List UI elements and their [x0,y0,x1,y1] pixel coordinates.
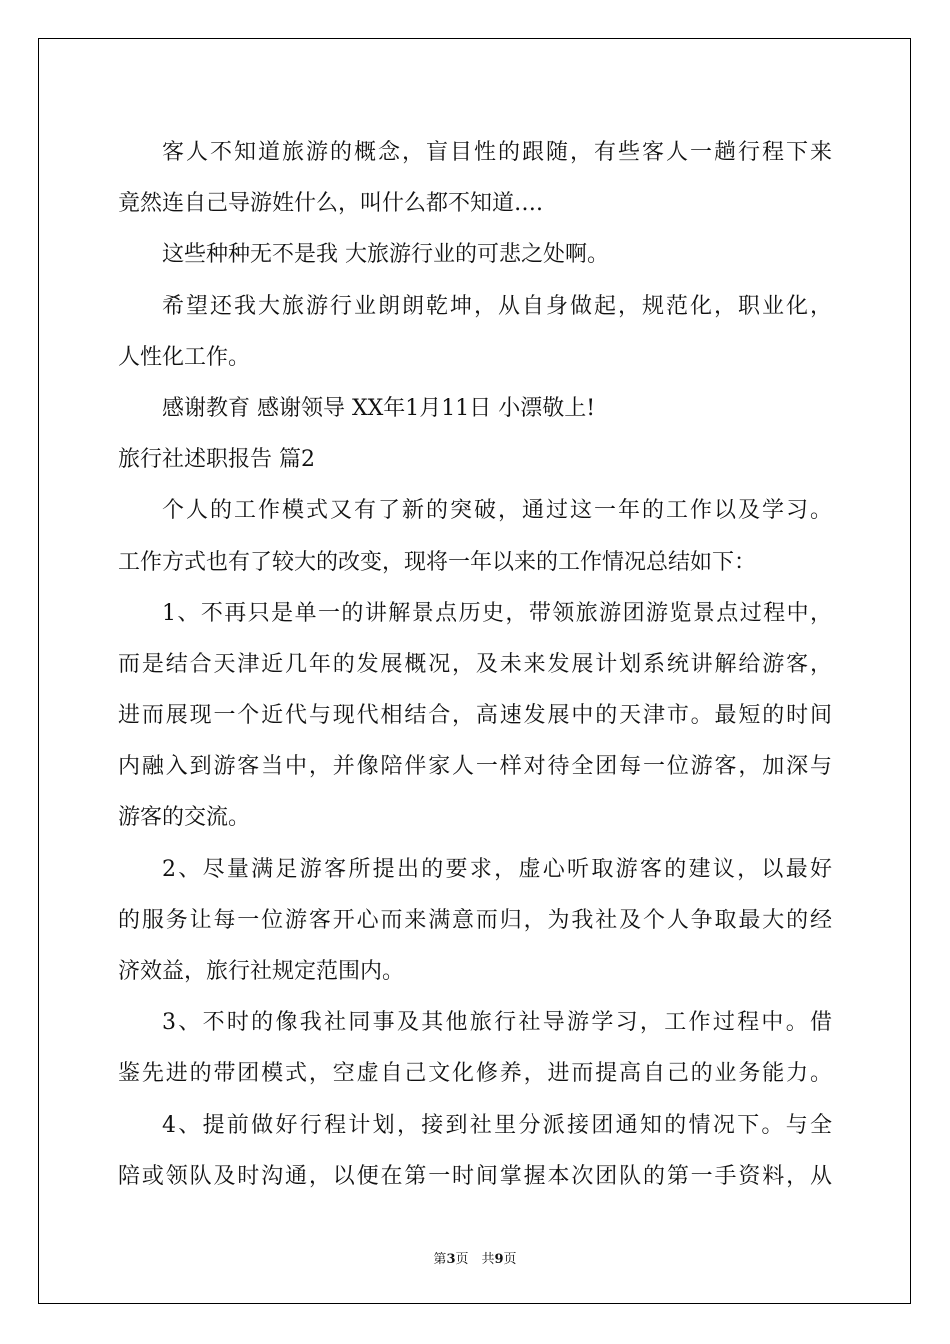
text-line: 3、不时的像我社同事及其他旅行社导游学习，工作过程中。借 [162,1010,832,1036]
text-line: 游客的交流。 [118,805,251,831]
section-heading: 旅行社述职报告 篇2 [118,447,315,473]
text-line: 而是结合天津近几年的发展概况，及未来发展计划系统讲解给游客， [118,651,832,677]
text-line: 内融入到游客当中，并像陪伴家人一样对待全团每一位游客，加深与 [118,754,832,780]
current-page-number: 3 [446,1252,456,1267]
text-line: 陪或领队及时沟通，以便在第一时间掌握本次团队的第一手资料，从 [118,1163,832,1189]
footer-suffix: 页 [503,1252,517,1267]
text-line: 2、尽量满足游客所提出的要求，虚心听取游客的建议，以最好 [162,856,832,882]
total-pages-number: 9 [494,1252,504,1267]
text-line: 个人的工作模式又有了新的突破，通过这一年的工作以及学习。 [162,498,832,524]
text-line: 济效益，旅行社规定范围内。 [118,959,405,984]
text-line: 进而展现一个近代与现代相结合，高速发展中的天津市。最短的时间 [118,703,832,729]
text-line: 竟然连自己导游姓什么，叫什么都不知道…. [118,191,543,217]
text-line: 鉴先进的带团模式，空虚自己文化修养，进而提高自己的业务能力。 [118,1061,832,1087]
text-line: 工作方式也有了较大的改变，现将一年以来的工作情况总结如下： [118,549,757,575]
text-line: 感谢教育 感谢领导 XX年1月11日 小漂敬上! [162,395,596,421]
text-line: 希望还我大旅游行业朗朗乾坤，从自身做起，规范化，职业化， [162,293,832,319]
page-footer [0,1248,950,1267]
text-line: 4、提前做好行程计划，接到社里分派接团通知的情况下。与全 [162,1112,832,1138]
text-line: 客人不知道旅游的概念，盲目性的跟随，有些客人一趟行程下来 [162,140,832,165]
footer-middle: 页 共 [455,1252,495,1267]
text-line: 人性化工作。 [118,344,251,370]
text-line: 1、不再只是单一的讲解景点历史，带领旅游团游览景点过程中， [162,600,832,626]
text-line: 的服务让每一位游客开心而来满意而归，为我社及个人争取最大的经 [118,907,832,933]
text-line: 这些种种无不是我 大旅游行业的可悲之处啊。 [162,242,609,268]
document-body [118,127,832,1202]
footer-prefix: 第 [433,1252,447,1267]
